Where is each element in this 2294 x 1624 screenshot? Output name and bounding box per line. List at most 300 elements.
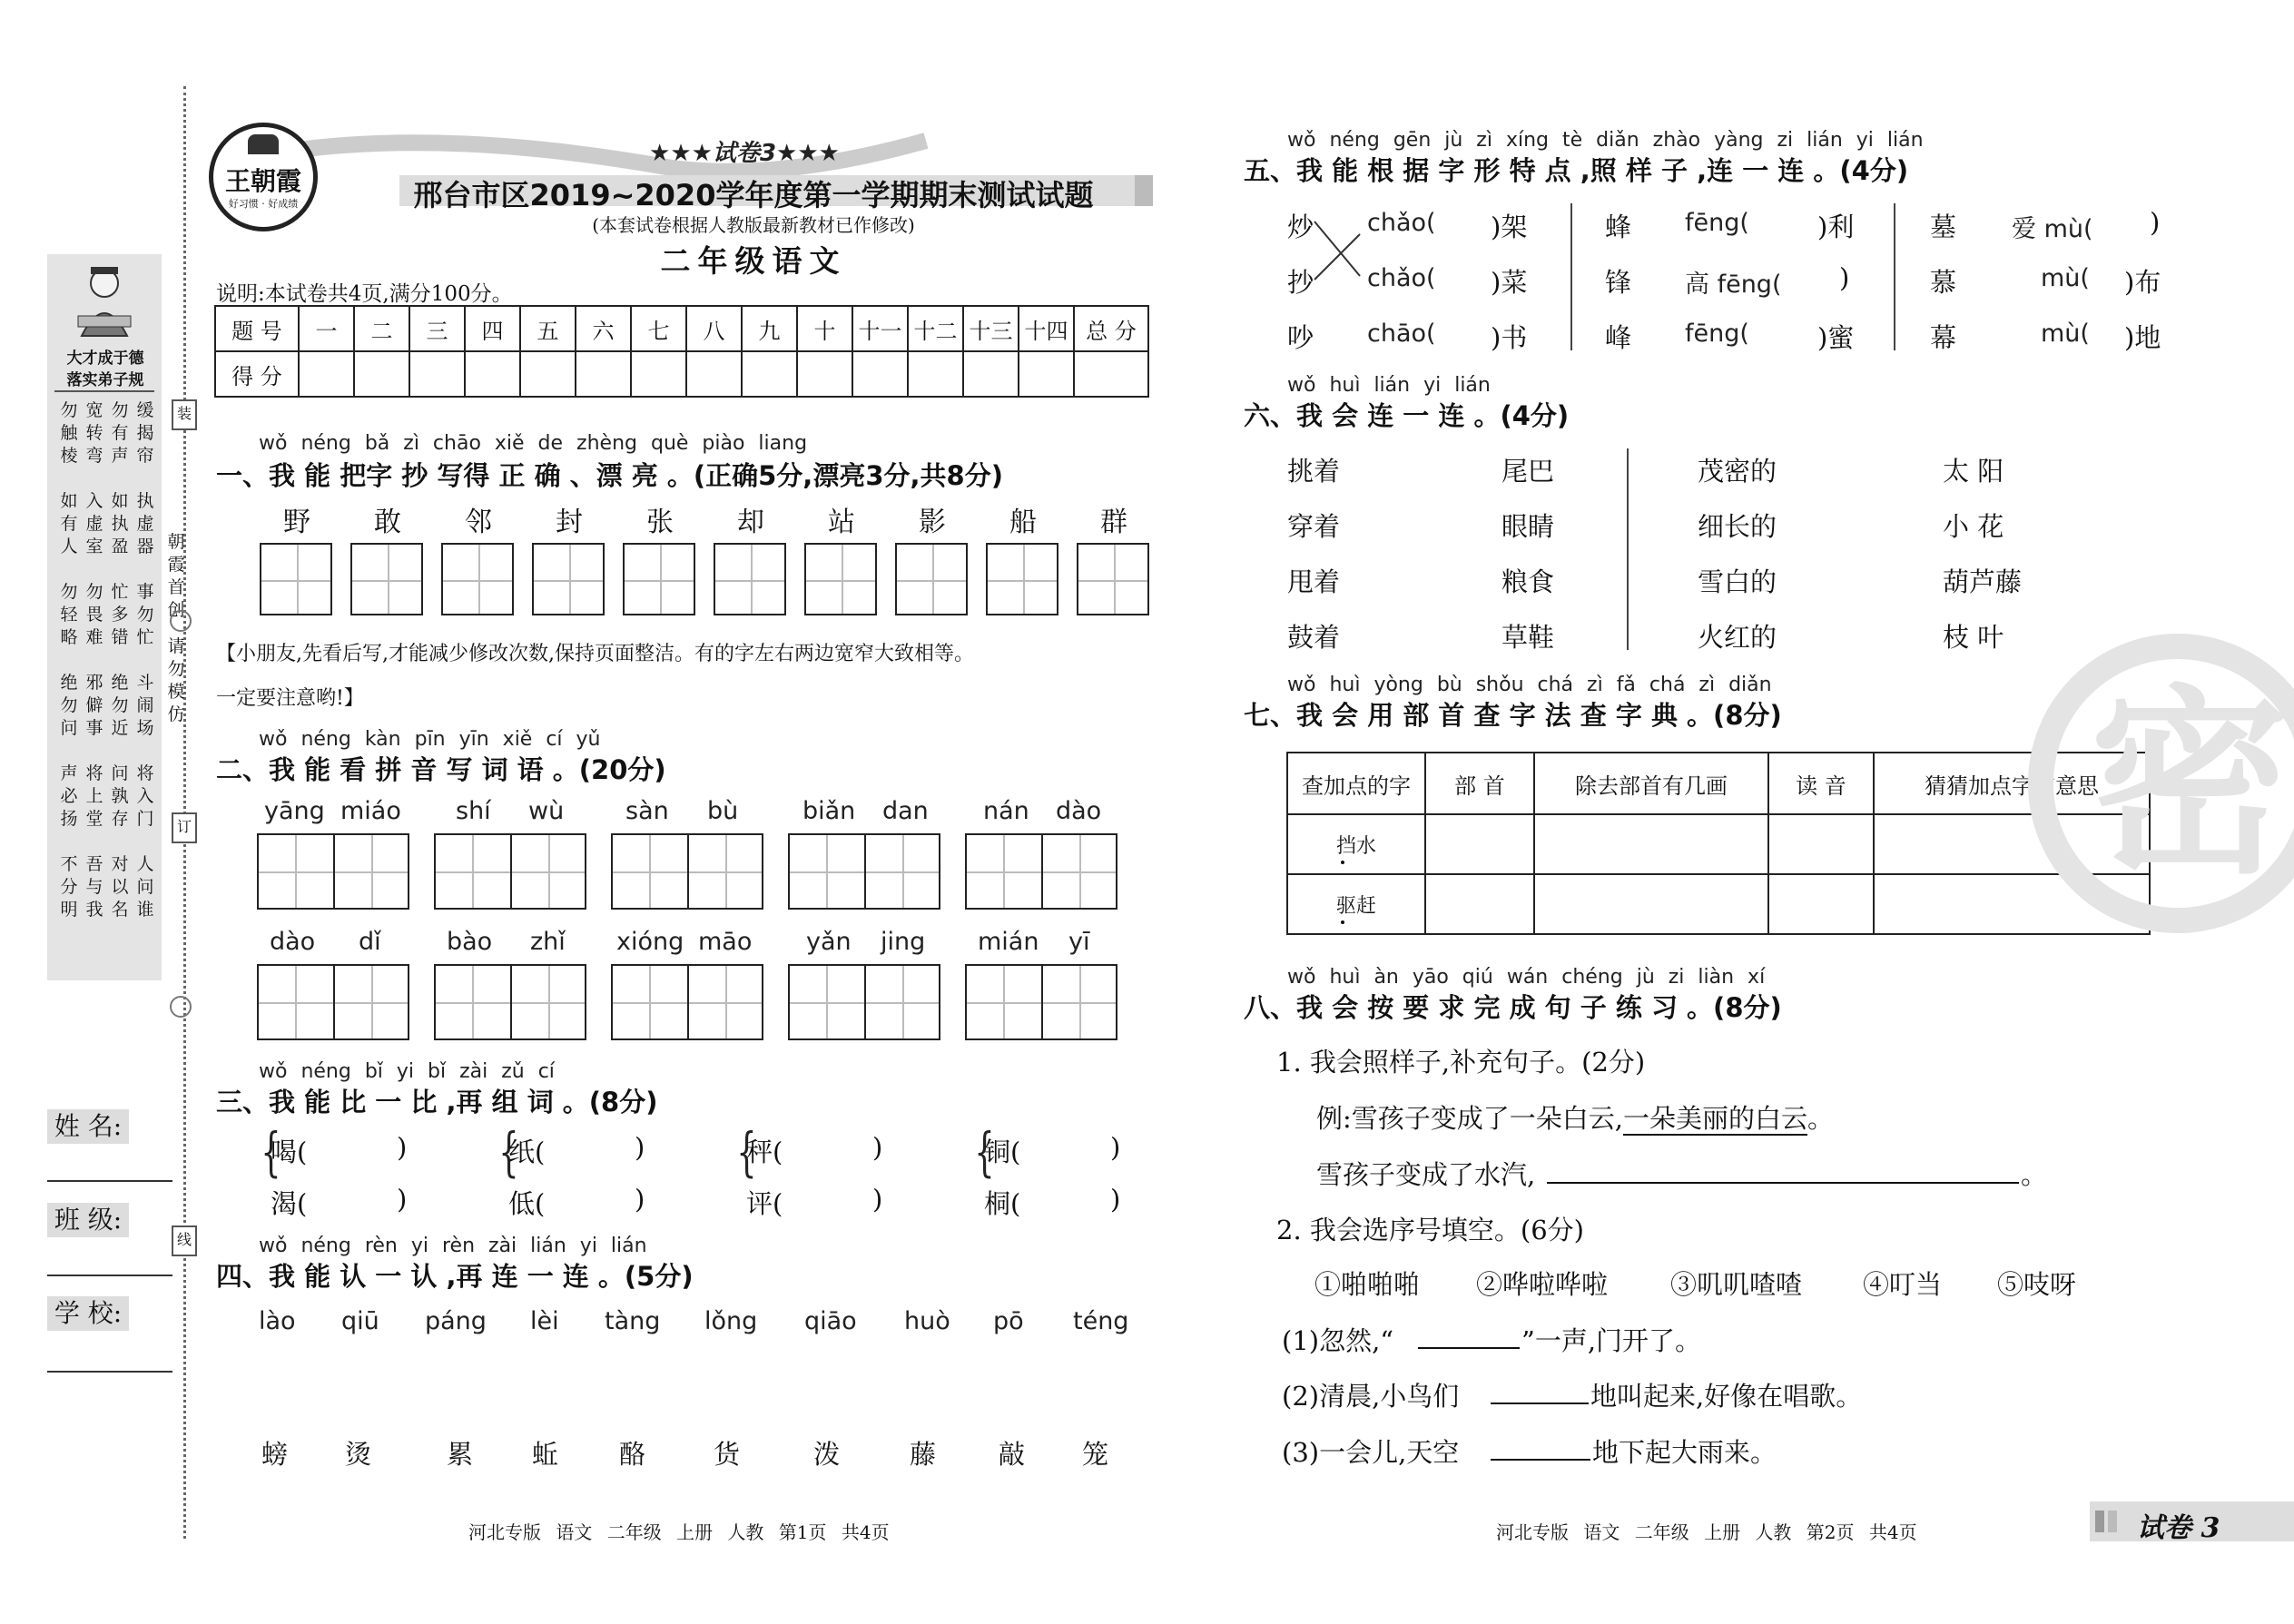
- q2-syllable: dǐ: [359, 928, 381, 956]
- q2-syllable: māo: [698, 928, 753, 956]
- dict-header: 部 首: [1425, 753, 1534, 814]
- q2-syllable: yǎn: [806, 928, 852, 956]
- compare-char: 低(: [508, 1188, 546, 1219]
- q5-end: )利: [1817, 212, 1855, 242]
- motto-top: 大才成于德: [66, 349, 144, 368]
- rule-column: 绝勿近: [111, 673, 129, 738]
- circle-mark: [170, 610, 192, 632]
- paren-close: ): [872, 1132, 883, 1163]
- rule-column: 邪僻事: [85, 673, 103, 738]
- rule-column: 如执盈: [111, 491, 129, 556]
- match-pinyin: lào: [259, 1307, 296, 1335]
- option: ②哗啦哗啦: [1476, 1269, 1609, 1300]
- tab-mark-2: 订: [172, 812, 197, 843]
- score-cell[interactable]: [1074, 351, 1148, 397]
- paren-close: ): [1110, 1132, 1121, 1163]
- side-mark-original: 朝霞首创: [167, 532, 185, 620]
- q2-syllable: dan: [882, 797, 929, 825]
- rule-column: 勿有声: [111, 400, 129, 466]
- q6-title: 六、我 会 连 一 连 。(4分): [1244, 400, 1570, 431]
- rules-text: [53, 399, 158, 962]
- writing-grid[interactable]: [350, 543, 423, 615]
- q5-end: ): [2150, 207, 2161, 238]
- brace-icon: {: [974, 1121, 995, 1183]
- match-char: 累: [447, 1439, 474, 1470]
- brace-icon: {: [498, 1121, 519, 1183]
- compare-char: 桐(: [984, 1188, 1021, 1219]
- q5-char: 慕: [1930, 267, 1957, 298]
- rule-column: 勿畏难: [85, 582, 103, 647]
- dict-row: [1287, 874, 2150, 934]
- q4-title: 四、我 能 认 一 认 ,再 连 一 连 。(5分): [216, 1261, 694, 1292]
- rule-column: 人问谁: [136, 854, 154, 920]
- q1-tip-line1: 【小朋友,先看后写,才能减少修改次数,保持页面整洁。有的字左右两边宽窄大致相等。: [216, 643, 974, 665]
- blank-1[interactable]: [1418, 1347, 1520, 1349]
- dict-cell[interactable]: [1768, 814, 1874, 874]
- q1-title: 一、我 能 把字 抄 写得 正 确 、漂 亮 。(正确5分,漂亮3分,共8分): [216, 460, 1003, 491]
- writing-grid[interactable]: [623, 543, 695, 615]
- q5-char: 蜂: [1605, 212, 1632, 242]
- score-cell[interactable]: [963, 351, 1019, 397]
- rule-column: 声必扬: [60, 763, 78, 829]
- writing-grid[interactable]: [986, 543, 1058, 615]
- q6-item: 小 花: [1943, 511, 2004, 542]
- rule-column: 问孰存: [111, 763, 129, 829]
- footer-right: 河北专版 语文 二年级 上册 人教 第2页 共4页: [1496, 1521, 1917, 1543]
- brace-icon: {: [736, 1121, 757, 1183]
- score-col: 六: [576, 306, 631, 351]
- match-pinyin: téng: [1073, 1307, 1129, 1335]
- blank-3[interactable]: [1491, 1459, 1590, 1461]
- q2-syllable: biǎn: [802, 797, 856, 825]
- q5-item: fēng(: [1685, 320, 1749, 348]
- blank-2[interactable]: [1491, 1403, 1589, 1404]
- q5-pinyin: wǒ néng gēn jù zì xíng tè diǎn zhào yàng zi lián yi lián: [1287, 129, 1924, 152]
- score-cell[interactable]: [908, 351, 963, 397]
- match-pinyin: qiāo: [804, 1307, 857, 1335]
- watermark-text: 密: [2089, 668, 2289, 901]
- rule-column: 勿轻略: [60, 582, 78, 647]
- score-cell[interactable]: [631, 351, 686, 397]
- copy-char: 野: [283, 507, 310, 538]
- score-col: 十: [797, 306, 852, 351]
- q6-item: 雪白的: [1698, 566, 1777, 597]
- copy-char: 敢: [374, 507, 401, 538]
- rule-column: 勿触棱: [60, 400, 78, 466]
- copy-char: 张: [646, 507, 674, 538]
- dict-header: 查加点的字: [1287, 753, 1425, 814]
- rule-column: 如有人: [60, 491, 78, 556]
- q2-syllable: bào: [447, 928, 493, 956]
- match-pinyin: pō: [993, 1307, 1024, 1335]
- q2-syllable: zhǐ: [530, 928, 566, 956]
- name-field[interactable]: [47, 1180, 172, 1182]
- compare-char: 喝(: [271, 1137, 308, 1167]
- side-mark-nocopy: 请勿模仿: [167, 636, 185, 724]
- paren-close: ): [397, 1132, 408, 1163]
- exam-note: 说明:本试卷共4页,满分100分。: [216, 282, 513, 306]
- score-col: 九: [742, 306, 797, 351]
- emphasis-dot: [1341, 920, 1344, 924]
- q8-s1a: (1)忽然,“: [1282, 1325, 1394, 1356]
- logo-text: 王朝霞: [224, 166, 301, 196]
- paren-close: ): [872, 1184, 883, 1215]
- q2-title: 二、我 能 看 拼 音 写 词 语 。(20分): [216, 754, 666, 785]
- q3-title: 三、我 能 比 一 比 ,再 组 词 。(8分): [216, 1087, 658, 1117]
- q8-fill-prefix: 雪孩子变成了水汽,: [1316, 1159, 1536, 1190]
- dict-word: 驱赶: [1287, 874, 1425, 934]
- q5-divider: [1570, 203, 1572, 350]
- dict-header: 猜猜加点字的意思: [1874, 753, 2150, 814]
- q6-item: 眼睛: [1501, 511, 1555, 542]
- brace-icon: {: [261, 1121, 281, 1183]
- logo-crown-icon: [248, 134, 279, 154]
- score-header-label: 题 号: [215, 306, 299, 351]
- rule-column: 入虚室: [85, 491, 103, 556]
- q5-char: 峰: [1605, 322, 1632, 353]
- rule-column: 事勿忙: [136, 582, 154, 647]
- rule-column: 宽转弯: [85, 400, 103, 466]
- q2-word: [257, 928, 409, 1046]
- q2-syllable: shí: [456, 797, 491, 825]
- paren-close: ): [635, 1184, 645, 1215]
- score-col: 十三: [963, 306, 1019, 351]
- circle-mark: [170, 996, 192, 1018]
- match-pinyin: lǒng: [704, 1307, 758, 1335]
- match-char: 泼: [813, 1439, 841, 1470]
- exam-subtitle: (本套试卷根据人教版最新教材已作修改): [592, 214, 915, 236]
- paren-close: ): [397, 1184, 408, 1215]
- q2-syllable: wù: [528, 797, 565, 825]
- writing-grid[interactable]: [895, 543, 968, 615]
- match-char: 蚯: [532, 1439, 559, 1470]
- rule-column: 不分明: [60, 854, 78, 920]
- dict-cell[interactable]: [1768, 874, 1874, 934]
- writing-grid[interactable]: [441, 543, 514, 615]
- writing-grid[interactable]: [532, 543, 605, 615]
- q5-char: 锋: [1605, 267, 1632, 298]
- word-grid[interactable]: [965, 964, 1117, 1040]
- q8-title: 八、我 会 按 要 求 完 成 句 子 练 习 。(8分): [1244, 992, 1782, 1023]
- word-grid[interactable]: [611, 964, 763, 1040]
- q6-item: 穿着: [1287, 511, 1341, 542]
- copy-char: 却: [737, 507, 764, 538]
- copy-char: 邻: [465, 507, 492, 538]
- match-char: 笼: [1082, 1439, 1109, 1470]
- score-row-label: 得 分: [215, 351, 299, 397]
- dict-header: 读 音: [1768, 753, 1874, 814]
- example-prefix: 例:雪孩子变成了一朵白云,: [1316, 1103, 1623, 1134]
- q2-syllable: yāng: [264, 797, 325, 825]
- q6-item: 细长的: [1698, 511, 1777, 542]
- word-grid[interactable]: [788, 964, 940, 1040]
- rule-column: 将入门: [136, 763, 154, 829]
- copy-char: 群: [1100, 507, 1127, 538]
- copy-char: 封: [556, 507, 583, 538]
- dict-word: 挡水: [1287, 814, 1425, 874]
- copy-char: 船: [1009, 507, 1037, 538]
- logo-sub: 好习惯 · 好成绩: [228, 198, 299, 210]
- rule-column: 忙多错: [111, 582, 129, 647]
- q5-item: mù(: [2041, 320, 2090, 348]
- q5-item: chǎo(: [1367, 209, 1436, 237]
- tab-mark-3: 线: [172, 1225, 197, 1256]
- score-cell[interactable]: [520, 351, 576, 397]
- q5-end: )地: [2124, 322, 2161, 353]
- motto-rule: [54, 390, 154, 392]
- q2-word: [788, 928, 940, 1046]
- writing-grid[interactable]: [260, 543, 332, 615]
- score-cell[interactable]: [1019, 351, 1074, 397]
- q5-item: 高 fēng(: [1685, 271, 1782, 299]
- logo-seal: [209, 123, 318, 231]
- q8-pinyin: wǒ huì àn yāo qiú wán chéng jù zi liàn xí: [1287, 966, 1766, 989]
- q1-pinyin: wǒ néng bǎ zì chāo xiě de zhèng què piào liang: [259, 432, 808, 455]
- q5-divider: [1894, 203, 1895, 350]
- match-pinyin: tàng: [605, 1307, 661, 1335]
- score-row: [215, 351, 1148, 397]
- q4-pinyin: wǒ néng rèn yi rèn zài lián yi lián: [259, 1235, 647, 1257]
- q5-end: )架: [1491, 212, 1528, 242]
- margin-panel: [47, 254, 162, 980]
- q5-item: mù(: [2041, 264, 2090, 292]
- q7-pinyin: wǒ huì yòng bù shǒu chá zì fǎ chá zì diǎn: [1287, 674, 1772, 696]
- class-label: 班 级:: [47, 1203, 129, 1237]
- example-end: 。: [1807, 1103, 1835, 1134]
- score-cell[interactable]: [299, 351, 354, 397]
- q6-item: 火红的: [1698, 622, 1777, 653]
- q8-s3a: (3)一会儿,天空: [1282, 1437, 1460, 1468]
- q2-pinyin: wǒ néng kàn pīn yīn xiě cí yǔ: [259, 728, 601, 751]
- paren-close: ): [1110, 1184, 1121, 1215]
- q1-chars: [259, 499, 1148, 537]
- q6-item: 草鞋: [1501, 622, 1555, 653]
- compare-char: 渴(: [271, 1188, 308, 1219]
- word-grid[interactable]: [965, 833, 1117, 910]
- score-col: 四: [465, 306, 520, 351]
- q2-syllable: jing: [881, 928, 926, 956]
- copy-char: 影: [919, 507, 946, 538]
- q8-s2b: 地叫起来,好像在唱歌。: [1590, 1381, 1863, 1412]
- tab-mark-1: 装: [172, 399, 197, 430]
- dict-cell[interactable]: [1425, 874, 1534, 934]
- dict-cell[interactable]: [1534, 874, 1768, 934]
- emphasis-dot: [1341, 861, 1344, 864]
- dict-row: [1287, 814, 2150, 874]
- q2-syllable: dào: [270, 928, 316, 956]
- q5-end: ): [1839, 262, 1850, 293]
- match-pinyin: huò: [904, 1307, 950, 1335]
- rule-column: 斗闹场: [136, 673, 154, 738]
- corner-tag: [2090, 1501, 2294, 1544]
- rule-column: 绝勿问: [60, 673, 78, 738]
- word-grid[interactable]: [434, 833, 586, 910]
- score-cell[interactable]: [686, 351, 742, 397]
- compare-char: 铜(: [984, 1137, 1021, 1167]
- match-pinyin: qiū: [341, 1307, 379, 1335]
- q6-item: 挑着: [1287, 456, 1341, 487]
- score-col: 十一: [852, 306, 908, 351]
- q5-end: )菜: [1491, 267, 1528, 298]
- writing-grid[interactable]: [714, 543, 786, 615]
- q2-syllable: dào: [1056, 797, 1102, 825]
- score-col-total: 总 分: [1074, 306, 1148, 351]
- option: ④叮当: [1863, 1269, 1943, 1300]
- dict-cell[interactable]: [1425, 814, 1534, 874]
- q5-item: fēng(: [1685, 209, 1749, 237]
- match-char: 酪: [619, 1439, 646, 1470]
- option: ①啪啪啪: [1314, 1269, 1421, 1300]
- q5-char: 墓: [1930, 212, 1957, 242]
- match-char: 螃: [261, 1439, 289, 1470]
- q8-part2: 2. 我会选序号填空。(6分): [1276, 1215, 1584, 1245]
- example-underlined: 一朵美丽的白云: [1623, 1103, 1808, 1134]
- score-cell[interactable]: [742, 351, 797, 397]
- q6-divider: [1627, 448, 1629, 650]
- paper-number: ★★★试卷3★★★: [649, 140, 840, 167]
- writing-grid[interactable]: [1077, 543, 1149, 615]
- score-cell[interactable]: [797, 351, 852, 397]
- q5-end: )布: [2124, 267, 2161, 298]
- dict-header: 除去部首有几画: [1534, 753, 1768, 814]
- q3-pinyin: wǒ néng bǐ yi bǐ zài zǔ cí: [259, 1060, 555, 1083]
- q7-title: 七、我 会 用 部 首 查 字 法 查 字 典 。(8分): [1244, 700, 1782, 731]
- score-col: 八: [686, 306, 742, 351]
- class-field[interactable]: [47, 1275, 172, 1276]
- score-col: 五: [520, 306, 576, 351]
- sentence-blank[interactable]: [1547, 1182, 2019, 1184]
- q4-chars-row: [245, 1434, 1153, 1471]
- match-pinyin: páng: [425, 1307, 487, 1335]
- rule-column: 将上堂: [85, 763, 103, 829]
- match-pinyin: lèi: [530, 1307, 559, 1335]
- motto-bottom: 落实弟子规: [66, 371, 144, 389]
- q6-item: 甩着: [1287, 566, 1341, 597]
- footer-left: 河北专版 语文 二年级 上册 人教 第1页 共4页: [468, 1521, 890, 1543]
- q2-word: [965, 928, 1117, 1046]
- rule-column: 对以名: [111, 854, 129, 920]
- option: ③叽叽喳喳: [1670, 1269, 1803, 1300]
- q6-item: 太 阳: [1943, 456, 2004, 487]
- q2-syllable: xióng: [616, 928, 684, 956]
- corner-tag-text: 试卷 3: [2137, 1512, 2220, 1544]
- option: ⑤吱呀: [1997, 1269, 2077, 1300]
- score-col: 七: [631, 306, 686, 351]
- match-char: 货: [714, 1439, 741, 1470]
- corner-squares: [2095, 1511, 2128, 1532]
- q6-item: 茂密的: [1698, 456, 1777, 487]
- q1-tip-line2: 一定要注意哟!】: [216, 687, 364, 710]
- match-char: 藤: [910, 1439, 937, 1470]
- score-cell[interactable]: [852, 351, 908, 397]
- q5-end: )蜜: [1817, 322, 1855, 353]
- q2-word: [434, 797, 586, 915]
- q6-item: 枝 叶: [1943, 622, 2004, 653]
- compare-char: 秤(: [746, 1137, 783, 1167]
- word-grid[interactable]: [257, 833, 409, 910]
- q5-char: 抄: [1287, 267, 1314, 298]
- compare-char: 纸(: [508, 1137, 546, 1167]
- school-label: 学 校:: [47, 1296, 129, 1331]
- q8-s1b: ”一声,门开了。: [1521, 1325, 1702, 1356]
- rule-column: 吾与我: [85, 854, 103, 920]
- q2-syllable: miáo: [340, 797, 401, 825]
- q2-syllable: mián: [978, 928, 1039, 956]
- school-field[interactable]: [47, 1371, 172, 1373]
- score-col: 二: [354, 306, 409, 351]
- word-grid[interactable]: [257, 964, 409, 1040]
- score-col: 三: [409, 306, 465, 351]
- q5-item: chāo(: [1367, 320, 1436, 348]
- q8-example: [1316, 1098, 1834, 1136]
- rule-column: 执虚器: [136, 491, 154, 556]
- q5-item: chǎo(: [1367, 264, 1436, 292]
- q2-word: [788, 797, 940, 915]
- q6-item: 粮食: [1501, 566, 1555, 597]
- q5-char: 炒: [1287, 212, 1314, 242]
- q2-word: [257, 797, 409, 915]
- word-grid[interactable]: [434, 964, 586, 1040]
- q2-word: [611, 928, 763, 1046]
- score-table: [214, 305, 1149, 398]
- q2-word: [965, 797, 1117, 915]
- q5-item: 爱 mù(: [2012, 215, 2093, 243]
- compare-char: 评(: [746, 1188, 783, 1219]
- exam-title: 邢台市区2019~2020学年度第一学期期末测试试题: [413, 178, 1094, 212]
- q5-title: 五、我 能 根 据 字 形 特 点 ,照 样 子 ,连 一 连 。(4分): [1244, 155, 1909, 186]
- score-cell[interactable]: [465, 351, 520, 397]
- q2-syllable: sàn: [625, 797, 669, 825]
- score-col: 十二: [908, 306, 963, 351]
- score-cell[interactable]: [576, 351, 631, 397]
- q2-syllable: yī: [1068, 928, 1090, 956]
- q2-syllable: nán: [983, 797, 1029, 825]
- q8-s2a: (2)清晨,小鸟们: [1282, 1381, 1460, 1412]
- q6-item: 鼓着: [1287, 622, 1341, 653]
- q2-syllable: bù: [707, 797, 739, 825]
- name-label: 姓 名:: [47, 1109, 129, 1144]
- dict-cell[interactable]: [1534, 814, 1768, 874]
- q5-char: 吵: [1287, 322, 1314, 353]
- dictionary-table: [1286, 752, 2151, 935]
- q6-item: 尾巴: [1501, 456, 1555, 487]
- q5-char: 幕: [1930, 322, 1957, 353]
- score-col: 十四: [1019, 306, 1074, 351]
- score-cell[interactable]: [354, 351, 409, 397]
- q5-example-line: [1313, 214, 1367, 287]
- grade-subject: 二年级语文: [660, 243, 847, 279]
- q5-end: )书: [1491, 322, 1528, 353]
- copy-char: 站: [828, 507, 855, 538]
- q4-pinyin-row: [245, 1307, 1153, 1343]
- q2-word: [611, 797, 763, 915]
- q8-part1: 1. 我会照样子,补充句子。(2分): [1276, 1047, 1646, 1078]
- paren-close: ): [635, 1132, 645, 1163]
- match-char: 敲: [999, 1439, 1026, 1470]
- score-col: 一: [299, 306, 354, 351]
- word-grid[interactable]: [788, 833, 940, 910]
- q2-word: [434, 928, 586, 1046]
- q8-fill-end: 。: [2021, 1159, 2048, 1190]
- score-header-row: [215, 306, 1148, 351]
- scholar-figure: [74, 263, 134, 345]
- score-cell[interactable]: [409, 351, 465, 397]
- writing-grid[interactable]: [804, 543, 877, 615]
- word-grid[interactable]: [611, 833, 763, 910]
- dict-header-row: [1287, 753, 2150, 814]
- match-char: 烫: [345, 1439, 372, 1470]
- q8-s3b: 地下起大雨来。: [1592, 1437, 1777, 1468]
